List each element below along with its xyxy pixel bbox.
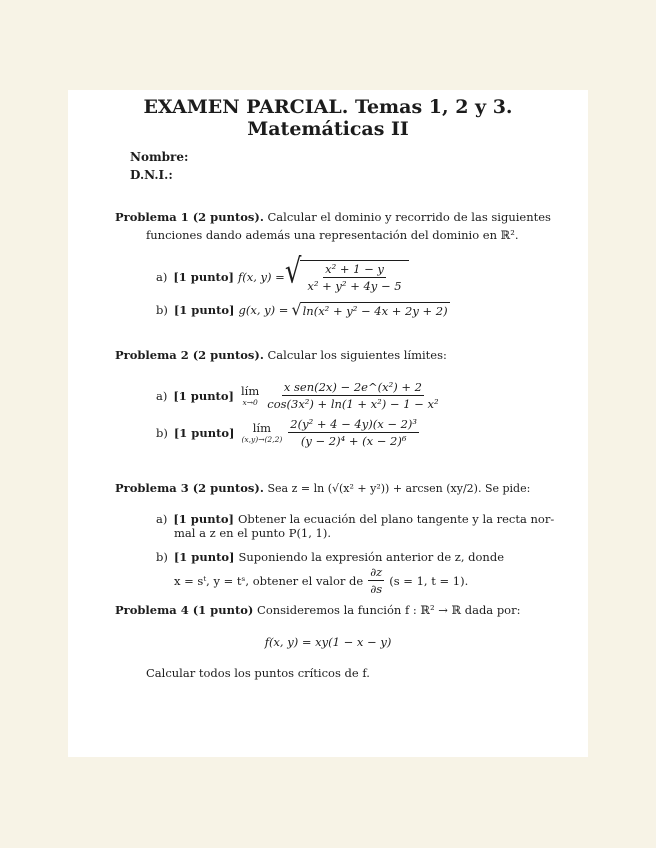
- problem-4-formula: f(x, y) = xy(1 − x − y): [264, 635, 392, 649]
- problem-1-text-line1: Calcular el dominio y recorrido de las siguientes: [267, 210, 551, 224]
- problem-2-item-a: [156, 380, 444, 411]
- item-label: b): [156, 303, 168, 317]
- problem-3-item-a: [156, 512, 554, 526]
- radical-sign: √: [291, 300, 302, 319]
- problem-1-statement: [115, 207, 555, 228]
- item-text-line1: Suponiendo la expresión anterior de z, donde: [238, 550, 505, 564]
- problem-3-statement: [115, 478, 595, 499]
- numerator: ∂z: [370, 565, 383, 579]
- item-text-line1: Obtener la ecuación del plano tangente y la recta nor-: [237, 512, 555, 526]
- problem-3-item-b: [156, 550, 504, 564]
- denominator: ∂s: [370, 582, 383, 596]
- item-points: [1 punto]: [173, 512, 234, 526]
- limit-text: lím: [240, 384, 260, 398]
- item-label: a): [156, 388, 168, 403]
- problem-2-statement: [115, 345, 555, 366]
- numerator: x² + 1 − y: [325, 262, 384, 276]
- denominator: cos(3x²) + ln(1 + x²) − 1 − x²: [267, 397, 439, 411]
- name-label: Nombre:: [130, 150, 189, 164]
- item-points: [1 punto]: [173, 425, 235, 440]
- line2-end: (s = 1, t = 1).: [389, 573, 469, 588]
- fraction: [305, 262, 403, 293]
- item-label: a): [156, 512, 168, 526]
- problem-2-item-b: [156, 417, 422, 448]
- problem-2-heading: Problema 2 (2 puntos).: [115, 348, 264, 362]
- item-points: [1 punto]: [173, 388, 234, 403]
- problem-4-heading: Problema 4 (1 punto): [115, 603, 254, 617]
- fraction: [288, 417, 419, 448]
- problem-1-text-line2: funciones dando además una representación del dominio en ℝ².: [146, 228, 519, 242]
- radicand: ln(x² + y² − 4x + 2y + 2): [302, 304, 448, 318]
- exam-title: EXAMEN PARCIAL. Temas 1, 2 y 3.: [143, 96, 513, 118]
- function-name: f(x, y) =: [237, 269, 285, 284]
- denominator: (y − 2)⁴ + (x − 2)⁶: [300, 434, 407, 448]
- radical-sign: √: [284, 252, 302, 292]
- problem-4-statement: [115, 600, 555, 621]
- problem-3-item-a-line2: mal a z en el punto P(1, 1).: [174, 526, 332, 540]
- problem-1-heading: Problema 1 (2 puntos).: [115, 210, 264, 224]
- limit-subscript: (x,y)→(2,2): [241, 435, 283, 444]
- problem-1-item-a: [156, 252, 409, 293]
- limit-subscript: x→0: [242, 398, 258, 407]
- limit-operator: [242, 421, 283, 444]
- numerator: 2(y² + 4 − 4y)(x − 2)³: [290, 417, 418, 431]
- item-label: b): [156, 425, 168, 440]
- id-label: D.N.I.:: [130, 168, 173, 182]
- sqrt-expression: [284, 252, 409, 293]
- problem-1-item-b: [156, 302, 450, 318]
- fraction: [265, 380, 440, 411]
- problem-4-text: Consideremos la función f : ℝ² → ℝ dada por:: [257, 603, 521, 617]
- problem-2-text: Calcular los siguientes límites:: [267, 348, 447, 362]
- problem-4-task: Calcular todos los puntos críticos de f.: [146, 666, 370, 680]
- limit-operator: [241, 384, 259, 407]
- problem-3-intro: Sea z = ln (√(x² + y²)) + arcsen (xy/2). Se pide:: [267, 482, 531, 495]
- item-label: b): [156, 550, 168, 564]
- item-points: [1 punto]: [173, 550, 235, 564]
- partial-derivative: [368, 565, 384, 596]
- numerator: x sen(2x) − 2e^(x²) + 2: [283, 380, 422, 394]
- exam-subtitle: Matemáticas II: [247, 118, 409, 140]
- denominator: x² + y² + 4y − 5: [307, 279, 402, 293]
- problem-3-heading: Problema 3 (2 puntos).: [115, 481, 264, 495]
- exam-page: [68, 90, 588, 757]
- item-points: [1 punto]: [173, 269, 234, 284]
- item-label: a): [156, 269, 168, 284]
- item-points: [1 punto]: [173, 303, 235, 317]
- sqrt-expression: [291, 302, 449, 318]
- line2-start: x = sᵗ, y = tˢ, obtener el valor de: [174, 573, 364, 588]
- problem-3-item-b-line2: [174, 565, 468, 596]
- limit-text: lím: [252, 421, 272, 435]
- function-name: g(x, y) =: [238, 303, 289, 317]
